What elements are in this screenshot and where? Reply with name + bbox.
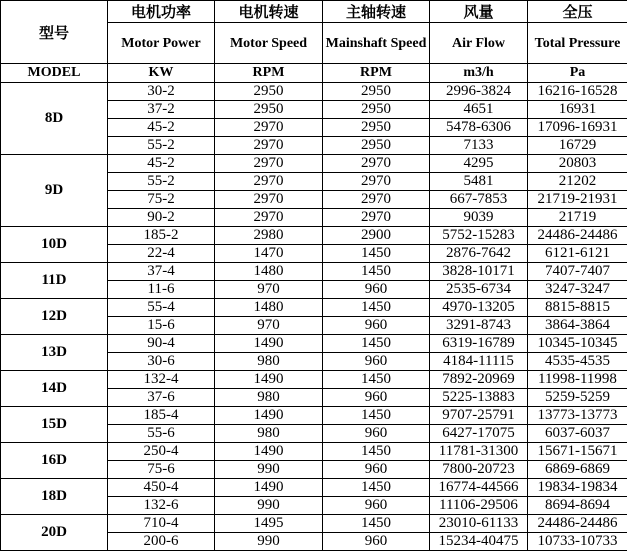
cell-air-flow: 5478-6306 (430, 119, 528, 137)
unit-air-flow: m3/h (430, 64, 528, 83)
cell-total-pressure: 7407-7407 (528, 263, 627, 281)
model-cell: 8D (1, 83, 108, 155)
cell-motor-speed: 980 (215, 425, 323, 443)
cell-total-pressure: 15671-15671 (528, 443, 627, 461)
header-row-unit (1, 64, 627, 83)
model-cell: 9D (1, 155, 108, 227)
cell-motor-speed: 1490 (215, 371, 323, 389)
cell-air-flow: 2996-3824 (430, 83, 528, 101)
table-row (1, 83, 627, 101)
cell-total-pressure: 21202 (528, 173, 627, 191)
table-row (1, 479, 627, 497)
cell-mainshaft-speed: 1450 (323, 335, 430, 353)
header-en-motor-speed: Motor Speed (215, 23, 323, 64)
cell-air-flow: 6427-17075 (430, 425, 528, 443)
header-en-mainshaft-speed: Mainshaft Speed (323, 23, 430, 64)
cell-mainshaft-speed: 1450 (323, 443, 430, 461)
cell-mainshaft-speed: 960 (323, 425, 430, 443)
cell-mainshaft-speed: 960 (323, 389, 430, 407)
model-cell: 20D (1, 515, 108, 551)
cell-motor-power: 450-4 (108, 479, 215, 497)
model-cell: 14D (1, 371, 108, 407)
cell-air-flow: 11781-31300 (430, 443, 528, 461)
cell-motor-power: 710-4 (108, 515, 215, 533)
cell-mainshaft-speed: 960 (323, 317, 430, 335)
model-cell: 11D (1, 263, 108, 299)
cell-motor-power: 30-2 (108, 83, 215, 101)
cell-air-flow: 2876-7642 (430, 245, 528, 263)
cell-air-flow: 5481 (430, 173, 528, 191)
cell-air-flow: 4184-11115 (430, 353, 528, 371)
table-row (1, 227, 627, 245)
cell-motor-power: 90-2 (108, 209, 215, 227)
cell-motor-power: 37-6 (108, 389, 215, 407)
cell-total-pressure: 6121-6121 (528, 245, 627, 263)
cell-motor-speed: 2970 (215, 137, 323, 155)
cell-motor-power: 45-2 (108, 119, 215, 137)
cell-motor-power: 11-6 (108, 281, 215, 299)
cell-motor-power: 250-4 (108, 443, 215, 461)
cell-total-pressure: 19834-19834 (528, 479, 627, 497)
cell-air-flow: 4651 (430, 101, 528, 119)
cell-air-flow: 7892-20969 (430, 371, 528, 389)
table-row (1, 335, 627, 353)
cell-total-pressure: 24486-24486 (528, 515, 627, 533)
cell-motor-power: 132-6 (108, 497, 215, 515)
cell-motor-speed: 1490 (215, 479, 323, 497)
cell-motor-power: 37-2 (108, 101, 215, 119)
model-header-cn: 型号 (1, 1, 108, 64)
cell-motor-power: 185-2 (108, 227, 215, 245)
cell-motor-power: 55-2 (108, 173, 215, 191)
cell-total-pressure: 20803 (528, 155, 627, 173)
cell-motor-power: 55-2 (108, 137, 215, 155)
cell-motor-speed: 1490 (215, 443, 323, 461)
cell-total-pressure: 3247-3247 (528, 281, 627, 299)
cell-mainshaft-speed: 960 (323, 533, 430, 551)
cell-motor-speed: 990 (215, 533, 323, 551)
cell-motor-speed: 2970 (215, 155, 323, 173)
table-row (1, 299, 627, 317)
cell-total-pressure: 5259-5259 (528, 389, 627, 407)
unit-motor-power: KW (108, 64, 215, 83)
header-en-motor-power: Motor Power (108, 23, 215, 64)
unit-mainshaft-speed: RPM (323, 64, 430, 83)
cell-total-pressure: 16931 (528, 101, 627, 119)
cell-motor-speed: 1495 (215, 515, 323, 533)
cell-mainshaft-speed: 2970 (323, 191, 430, 209)
cell-motor-speed: 1470 (215, 245, 323, 263)
cell-air-flow: 7800-20723 (430, 461, 528, 479)
cell-total-pressure: 16729 (528, 137, 627, 155)
cell-air-flow: 2535-6734 (430, 281, 528, 299)
cell-total-pressure: 4535-4535 (528, 353, 627, 371)
header-en-air-flow: Air Flow (430, 23, 528, 64)
cell-air-flow: 15234-40475 (430, 533, 528, 551)
cell-motor-speed: 2970 (215, 173, 323, 191)
cell-total-pressure: 6037-6037 (528, 425, 627, 443)
cell-total-pressure: 6869-6869 (528, 461, 627, 479)
cell-mainshaft-speed: 960 (323, 281, 430, 299)
cell-total-pressure: 16216-16528 (528, 83, 627, 101)
cell-motor-speed: 1490 (215, 407, 323, 425)
cell-motor-speed: 1490 (215, 335, 323, 353)
cell-air-flow: 667-7853 (430, 191, 528, 209)
header-cn-total-pressure: 全压 (528, 1, 627, 23)
cell-motor-power: 15-6 (108, 317, 215, 335)
cell-motor-speed: 2970 (215, 191, 323, 209)
cell-motor-speed: 2950 (215, 83, 323, 101)
unit-total-pressure: Pa (528, 64, 627, 83)
cell-air-flow: 16774-44566 (430, 479, 528, 497)
cell-motor-power: 22-4 (108, 245, 215, 263)
cell-air-flow: 4295 (430, 155, 528, 173)
table-row (1, 155, 627, 173)
cell-total-pressure: 17096-16931 (528, 119, 627, 137)
table-row (1, 443, 627, 461)
cell-mainshaft-speed: 2950 (323, 101, 430, 119)
cell-mainshaft-speed: 1450 (323, 371, 430, 389)
cell-air-flow: 23010-61133 (430, 515, 528, 533)
cell-total-pressure: 10345-10345 (528, 335, 627, 353)
header-row-cn (1, 1, 627, 23)
cell-mainshaft-speed: 2950 (323, 119, 430, 137)
header-cn-air-flow: 风量 (430, 1, 528, 23)
cell-total-pressure: 3864-3864 (528, 317, 627, 335)
cell-mainshaft-speed: 2900 (323, 227, 430, 245)
cell-air-flow: 4970-13205 (430, 299, 528, 317)
cell-motor-power: 55-4 (108, 299, 215, 317)
model-cell: 18D (1, 479, 108, 515)
cell-air-flow: 11106-29506 (430, 497, 528, 515)
header-en-total-pressure: Total Pressure (528, 23, 627, 64)
model-cell: 13D (1, 335, 108, 371)
cell-motor-speed: 2970 (215, 209, 323, 227)
cell-total-pressure: 13773-13773 (528, 407, 627, 425)
cell-motor-power: 185-4 (108, 407, 215, 425)
cell-total-pressure: 10733-10733 (528, 533, 627, 551)
cell-air-flow: 9039 (430, 209, 528, 227)
cell-air-flow: 5752-15283 (430, 227, 528, 245)
cell-mainshaft-speed: 1450 (323, 263, 430, 281)
unit-motor-speed: RPM (215, 64, 323, 83)
cell-mainshaft-speed: 960 (323, 461, 430, 479)
header-cn-motor-speed: 电机转速 (215, 1, 323, 23)
cell-mainshaft-speed: 2950 (323, 83, 430, 101)
model-cell: 12D (1, 299, 108, 335)
cell-motor-speed: 970 (215, 281, 323, 299)
cell-total-pressure: 21719 (528, 209, 627, 227)
cell-motor-power: 200-6 (108, 533, 215, 551)
cell-motor-power: 45-2 (108, 155, 215, 173)
cell-motor-power: 37-4 (108, 263, 215, 281)
cell-total-pressure: 11998-11998 (528, 371, 627, 389)
table-row (1, 515, 627, 533)
cell-air-flow: 5225-13883 (430, 389, 528, 407)
cell-mainshaft-speed: 960 (323, 353, 430, 371)
model-header-en: MODEL (1, 64, 108, 83)
cell-total-pressure: 8694-8694 (528, 497, 627, 515)
cell-motor-speed: 1480 (215, 299, 323, 317)
cell-air-flow: 6319-16789 (430, 335, 528, 353)
table-row (1, 371, 627, 389)
cell-air-flow: 3291-8743 (430, 317, 528, 335)
cell-mainshaft-speed: 2970 (323, 209, 430, 227)
cell-motor-power: 132-4 (108, 371, 215, 389)
cell-air-flow: 3828-10171 (430, 263, 528, 281)
table-row (1, 407, 627, 425)
cell-motor-speed: 2970 (215, 119, 323, 137)
header-cn-motor-power: 电机功率 (108, 1, 215, 23)
cell-mainshaft-speed: 2970 (323, 155, 430, 173)
table-body (1, 1, 627, 551)
cell-motor-speed: 2950 (215, 101, 323, 119)
model-cell: 10D (1, 227, 108, 263)
cell-motor-speed: 980 (215, 389, 323, 407)
cell-motor-power: 75-2 (108, 191, 215, 209)
cell-total-pressure: 24486-24486 (528, 227, 627, 245)
header-cn-mainshaft-speed: 主轴转速 (323, 1, 430, 23)
cell-mainshaft-speed: 1450 (323, 407, 430, 425)
cell-motor-speed: 970 (215, 317, 323, 335)
cell-mainshaft-speed: 1450 (323, 479, 430, 497)
cell-motor-power: 75-6 (108, 461, 215, 479)
cell-motor-speed: 980 (215, 353, 323, 371)
cell-total-pressure: 21719-21931 (528, 191, 627, 209)
model-cell: 16D (1, 443, 108, 479)
cell-motor-speed: 990 (215, 461, 323, 479)
cell-mainshaft-speed: 1450 (323, 245, 430, 263)
cell-air-flow: 7133 (430, 137, 528, 155)
model-cell: 15D (1, 407, 108, 443)
cell-motor-power: 90-4 (108, 335, 215, 353)
cell-mainshaft-speed: 2970 (323, 173, 430, 191)
cell-motor-power: 55-6 (108, 425, 215, 443)
cell-air-flow: 9707-25791 (430, 407, 528, 425)
cell-motor-power: 30-6 (108, 353, 215, 371)
table-row (1, 263, 627, 281)
cell-motor-speed: 2980 (215, 227, 323, 245)
cell-motor-speed: 990 (215, 497, 323, 515)
cell-mainshaft-speed: 1450 (323, 299, 430, 317)
cell-mainshaft-speed: 2950 (323, 137, 430, 155)
cell-motor-speed: 1480 (215, 263, 323, 281)
cell-mainshaft-speed: 1450 (323, 515, 430, 533)
cell-total-pressure: 8815-8815 (528, 299, 627, 317)
cell-mainshaft-speed: 960 (323, 497, 430, 515)
